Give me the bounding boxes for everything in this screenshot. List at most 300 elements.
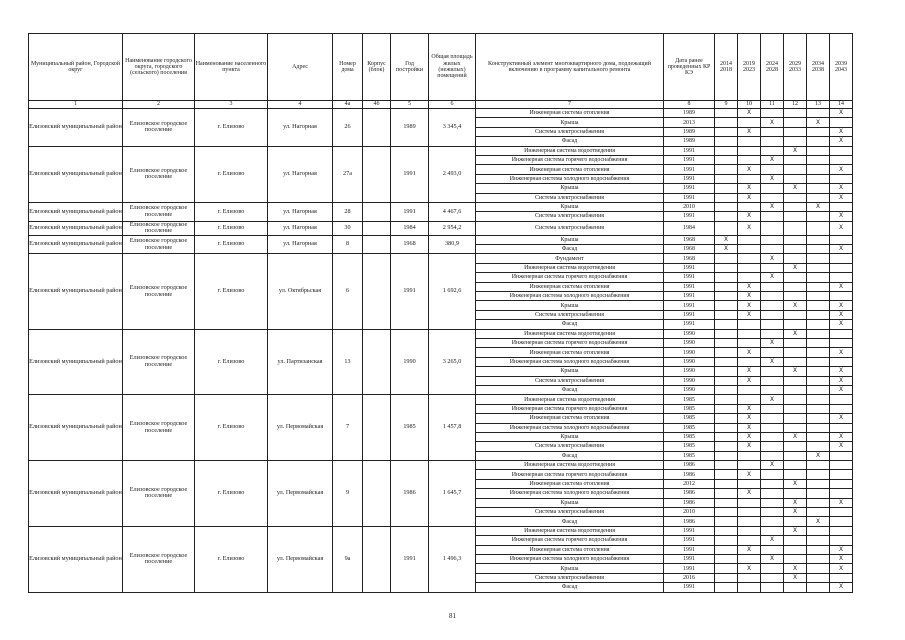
period-mark-cell — [784, 376, 807, 385]
area-cell: 3 265,0 — [429, 329, 476, 395]
element-name-cell: Инженерная система горячего водоснабжения — [476, 338, 664, 347]
header-period: 2019 2023 — [738, 34, 761, 101]
last-repair-cell: 1991 — [664, 273, 715, 282]
last-repair-cell: 1968 — [664, 254, 715, 263]
area-cell: 1 692,6 — [429, 254, 476, 329]
settlement-cell: Елизовское городское поселение — [123, 254, 195, 329]
last-repair-cell: 1991 — [664, 174, 715, 183]
period-mark-cell: X — [761, 118, 784, 127]
settlement-cell: Елизовское городское поселение — [123, 146, 195, 202]
period-mark-cell — [761, 451, 784, 460]
street-cell: ул. Первомайская — [268, 526, 333, 592]
municipality-cell: Елизовский муниципальный район — [29, 235, 123, 254]
area-cell: 380,9 — [429, 235, 476, 254]
element-name-cell: Инженерная система горячего водоснабжения — [476, 155, 664, 164]
header-period: 2014 2018 — [715, 34, 738, 101]
period-mark-cell — [738, 245, 761, 254]
period-mark-cell — [715, 583, 738, 592]
last-repair-cell: 1986 — [664, 470, 715, 479]
period-mark-cell: X — [830, 432, 853, 441]
period-mark-cell — [761, 320, 784, 329]
last-repair-cell: 1991 — [664, 536, 715, 545]
period-mark-cell — [761, 310, 784, 319]
municipality-cell: Елизовский муниципальный район — [29, 395, 123, 461]
header-area: Общая площадь жилых (нежилых) помещений — [429, 34, 476, 101]
period-mark-cell — [715, 109, 738, 118]
period-mark-cell — [761, 498, 784, 507]
period-mark-cell: X — [784, 146, 807, 155]
element-name-cell: Фасад — [476, 517, 664, 526]
period-mark-cell: X — [738, 301, 761, 310]
period-mark-cell — [784, 137, 807, 146]
period-mark-cell — [830, 470, 853, 479]
element-name-cell: Крыша — [476, 301, 664, 310]
table-row — [29, 146, 853, 155]
period-mark-cell — [807, 367, 830, 376]
last-repair-cell: 1990 — [664, 376, 715, 385]
period-mark-cell — [738, 451, 761, 460]
period-mark-cell: X — [830, 193, 853, 202]
element-name-cell: Инженерная система горячего водоснабжения — [476, 470, 664, 479]
house-number-cell: 7 — [333, 395, 363, 461]
column-index: 4 — [268, 101, 333, 109]
period-mark-cell — [784, 338, 807, 347]
period-mark-cell — [784, 320, 807, 329]
period-mark-cell — [738, 254, 761, 263]
period-mark-cell — [738, 498, 761, 507]
period-mark-cell — [738, 155, 761, 164]
last-repair-cell: 1985 — [664, 423, 715, 432]
street-cell: ул. Первомайская — [268, 395, 333, 461]
header-period: 2034 2038 — [807, 34, 830, 101]
period-mark-cell: X — [761, 395, 784, 404]
period-mark-cell — [784, 536, 807, 545]
period-mark-cell: X — [738, 282, 761, 291]
locality-cell: г. Елизово — [195, 221, 268, 235]
last-repair-cell: 1991 — [664, 146, 715, 155]
period-mark-cell: X — [830, 583, 853, 592]
house-number-cell: 27а — [333, 146, 363, 202]
period-mark-cell — [738, 137, 761, 146]
period-mark-cell — [715, 137, 738, 146]
period-mark-cell — [784, 395, 807, 404]
period-mark-cell — [830, 517, 853, 526]
element-name-cell: Крыша — [476, 184, 664, 193]
period-mark-cell — [807, 235, 830, 244]
locality-cell: г. Елизово — [195, 202, 268, 221]
municipality-cell: Елизовский муниципальный район — [29, 109, 123, 147]
settlement-cell: Елизовское городское поселение — [123, 526, 195, 592]
period-mark-cell: X — [830, 498, 853, 507]
area-cell: 1 496,3 — [429, 526, 476, 592]
period-mark-cell: X — [830, 109, 853, 118]
period-mark-cell — [784, 292, 807, 301]
period-mark-cell — [830, 235, 853, 244]
period-mark-cell — [784, 461, 807, 470]
column-index: 12 — [784, 101, 807, 109]
period-mark-cell — [830, 404, 853, 413]
settlement-cell: Елизовское городское поселение — [123, 395, 195, 461]
period-mark-cell — [715, 554, 738, 563]
period-mark-cell — [715, 414, 738, 423]
header-last-repair: Дата ранее проведенных КР КЭ — [664, 34, 715, 101]
element-name-cell: Фасад — [476, 245, 664, 254]
period-mark-cell — [761, 109, 784, 118]
period-mark-cell — [761, 573, 784, 582]
period-mark-cell — [738, 461, 761, 470]
period-mark-cell: X — [715, 235, 738, 244]
municipality-cell: Елизовский муниципальный район — [29, 202, 123, 221]
element-name-cell: Система электроснабжения — [476, 193, 664, 202]
period-mark-cell — [715, 545, 738, 554]
element-name-cell: Система электроснабжения — [476, 442, 664, 451]
period-mark-cell — [807, 348, 830, 357]
period-mark-cell — [738, 118, 761, 127]
last-repair-cell: 1990 — [664, 385, 715, 394]
period-mark-cell — [830, 508, 853, 517]
house-number-cell: 9а — [333, 526, 363, 592]
period-mark-cell — [784, 470, 807, 479]
period-mark-cell — [807, 155, 830, 164]
period-mark-cell: X — [738, 165, 761, 174]
period-mark-cell — [807, 395, 830, 404]
period-mark-cell: X — [784, 526, 807, 535]
year-built-cell: 1985 — [391, 395, 429, 461]
period-mark-cell — [807, 310, 830, 319]
block-cell — [363, 235, 391, 254]
last-repair-cell: 1985 — [664, 404, 715, 413]
header-address: Адрес — [268, 34, 333, 101]
period-mark-cell: X — [784, 573, 807, 582]
period-mark-cell — [761, 301, 784, 310]
period-mark-cell — [761, 146, 784, 155]
locality-cell: г. Елизово — [195, 235, 268, 254]
element-name-cell: Фасад — [476, 137, 664, 146]
period-mark-cell — [761, 221, 784, 235]
block-cell — [363, 109, 391, 147]
period-mark-cell — [761, 385, 784, 394]
last-repair-cell: 1991 — [664, 184, 715, 193]
period-mark-cell — [738, 329, 761, 338]
period-mark-cell — [830, 202, 853, 211]
period-mark-cell: X — [738, 193, 761, 202]
period-mark-cell — [830, 155, 853, 164]
period-mark-cell — [784, 165, 807, 174]
header-locality: Наименование населенного пункта — [195, 34, 268, 101]
element-name-cell: Инженерная система горячего водоснабжения — [476, 536, 664, 545]
period-mark-cell — [738, 320, 761, 329]
municipality-cell: Елизовский муниципальный район — [29, 221, 123, 235]
period-mark-cell: X — [830, 545, 853, 554]
element-name-cell: Фасад — [476, 583, 664, 592]
period-mark-cell — [738, 263, 761, 272]
period-mark-cell: X — [761, 338, 784, 347]
element-name-cell: Инженерная система водоотведения — [476, 263, 664, 272]
period-mark-cell — [784, 174, 807, 183]
municipality-cell: Елизовский муниципальный район — [29, 526, 123, 592]
locality-cell: г. Елизово — [195, 526, 268, 592]
period-mark-cell — [830, 329, 853, 338]
house-number-cell: 30 — [333, 221, 363, 235]
period-mark-cell — [807, 583, 830, 592]
period-mark-cell — [807, 423, 830, 432]
period-mark-cell — [715, 564, 738, 573]
column-index: 7 — [476, 101, 664, 109]
header-settlement: Наименование городского округа, городского (сельского) поселения — [123, 34, 195, 101]
year-built-cell: 1984 — [391, 221, 429, 235]
period-mark-cell — [807, 174, 830, 183]
locality-cell: г. Елизово — [195, 146, 268, 202]
column-index: 11 — [761, 101, 784, 109]
table-row — [29, 254, 853, 263]
element-name-cell: Инженерная система водоотведения — [476, 461, 664, 470]
period-mark-cell — [830, 461, 853, 470]
period-mark-cell — [761, 367, 784, 376]
period-mark-cell: X — [784, 367, 807, 376]
table-row — [29, 235, 853, 244]
period-mark-cell — [807, 320, 830, 329]
period-mark-cell: X — [738, 310, 761, 319]
period-mark-cell — [761, 508, 784, 517]
header-house-number: Номер дома — [333, 34, 363, 101]
element-name-cell: Крыша — [476, 432, 664, 441]
last-repair-cell: 2010 — [664, 508, 715, 517]
table-body — [29, 101, 853, 593]
period-mark-cell — [784, 404, 807, 413]
period-mark-cell — [715, 470, 738, 479]
street-cell: ул. Нагорная — [268, 235, 333, 254]
house-number-cell: 9 — [333, 461, 363, 527]
period-mark-cell — [784, 109, 807, 118]
period-mark-cell: X — [784, 301, 807, 310]
period-mark-cell — [715, 165, 738, 174]
period-mark-cell — [784, 193, 807, 202]
header-row — [29, 34, 853, 101]
last-repair-cell: 1989 — [664, 127, 715, 136]
last-repair-cell: 1990 — [664, 357, 715, 366]
period-mark-cell — [715, 498, 738, 507]
period-mark-cell — [830, 357, 853, 366]
period-mark-cell — [715, 385, 738, 394]
block-cell — [363, 395, 391, 461]
block-cell — [363, 461, 391, 527]
period-mark-cell: X — [784, 184, 807, 193]
period-mark-cell — [715, 348, 738, 357]
locality-cell: г. Елизово — [195, 395, 268, 461]
period-mark-cell — [715, 461, 738, 470]
last-repair-cell: 1991 — [664, 545, 715, 554]
last-repair-cell: 1990 — [664, 348, 715, 357]
period-mark-cell — [830, 451, 853, 460]
last-repair-cell: 1991 — [664, 564, 715, 573]
period-mark-cell: X — [761, 554, 784, 563]
year-built-cell: 1991 — [391, 254, 429, 329]
period-mark-cell: X — [738, 489, 761, 498]
period-mark-cell — [738, 479, 761, 488]
period-mark-cell — [807, 273, 830, 282]
settlement-cell: Елизовское городское поселение — [123, 235, 195, 254]
period-mark-cell: X — [761, 174, 784, 183]
element-name-cell: Инженерная система холодного водоснабжения — [476, 357, 664, 366]
header-year-built: Год постройки — [391, 34, 429, 101]
element-name-cell: Инженерная система холодного водоснабжения — [476, 554, 664, 563]
element-name-cell: Фасад — [476, 385, 664, 394]
period-mark-cell: X — [784, 329, 807, 338]
period-mark-cell — [761, 329, 784, 338]
period-mark-cell — [807, 470, 830, 479]
area-cell: 1 645,7 — [429, 461, 476, 527]
last-repair-cell: 1991 — [664, 583, 715, 592]
element-name-cell: Инженерная система отопления — [476, 414, 664, 423]
period-mark-cell: X — [807, 202, 830, 211]
period-mark-cell — [738, 517, 761, 526]
element-name-cell: Крыша — [476, 235, 664, 244]
element-name-cell: Инженерная система отопления — [476, 109, 664, 118]
street-cell: ул. Нагорная — [268, 202, 333, 221]
period-mark-cell — [784, 554, 807, 563]
period-mark-cell: X — [830, 127, 853, 136]
area-cell: 4 467,6 — [429, 202, 476, 221]
last-repair-cell: 1991 — [664, 282, 715, 291]
period-mark-cell — [807, 221, 830, 235]
period-mark-cell — [807, 165, 830, 174]
element-name-cell: Фасад — [476, 320, 664, 329]
period-mark-cell: X — [830, 310, 853, 319]
period-mark-cell: X — [761, 461, 784, 470]
element-name-cell: Крыша — [476, 202, 664, 211]
column-index: 6 — [429, 101, 476, 109]
period-mark-cell: X — [830, 245, 853, 254]
period-mark-cell — [807, 184, 830, 193]
last-repair-cell: 1991 — [664, 554, 715, 563]
period-mark-cell: X — [830, 564, 853, 573]
last-repair-cell: 1986 — [664, 489, 715, 498]
street-cell: ул. Нагорная — [268, 109, 333, 147]
period-mark-cell — [784, 385, 807, 394]
house-number-cell: 6 — [333, 254, 363, 329]
period-mark-cell — [715, 273, 738, 282]
period-mark-cell — [715, 202, 738, 211]
period-mark-cell — [807, 479, 830, 488]
period-mark-cell — [784, 202, 807, 211]
period-mark-cell — [715, 292, 738, 301]
period-mark-cell — [807, 338, 830, 347]
table-row — [29, 202, 853, 211]
period-mark-cell — [715, 395, 738, 404]
period-mark-cell — [784, 254, 807, 263]
element-name-cell: Инженерная система водоотведения — [476, 395, 664, 404]
period-mark-cell: X — [738, 414, 761, 423]
period-mark-cell — [761, 489, 784, 498]
last-repair-cell: 2013 — [664, 118, 715, 127]
period-mark-cell: X — [784, 508, 807, 517]
element-name-cell: Инженерная система отопления — [476, 282, 664, 291]
year-built-cell: 1986 — [391, 461, 429, 527]
block-cell — [363, 221, 391, 235]
period-mark-cell: X — [738, 442, 761, 451]
period-mark-cell — [807, 414, 830, 423]
period-mark-cell: X — [761, 357, 784, 366]
last-repair-cell: 1991 — [664, 212, 715, 221]
element-name-cell: Инженерная система отопления — [476, 165, 664, 174]
house-number-cell: 8 — [333, 235, 363, 254]
period-mark-cell — [738, 146, 761, 155]
period-mark-cell — [738, 395, 761, 404]
last-repair-cell: 1991 — [664, 292, 715, 301]
period-mark-cell: X — [784, 564, 807, 573]
period-mark-cell — [807, 489, 830, 498]
period-mark-cell — [738, 508, 761, 517]
period-mark-cell — [715, 282, 738, 291]
last-repair-cell: 1985 — [664, 414, 715, 423]
period-mark-cell — [738, 202, 761, 211]
period-mark-cell — [715, 329, 738, 338]
table-row — [29, 526, 853, 535]
period-mark-cell — [738, 536, 761, 545]
locality-cell: г. Елизово — [195, 254, 268, 329]
period-mark-cell — [784, 517, 807, 526]
period-mark-cell: X — [738, 432, 761, 441]
last-repair-cell: 1985 — [664, 451, 715, 460]
street-cell: ул. Нагорная — [268, 146, 333, 202]
column-index: 4а — [333, 101, 363, 109]
locality-cell: г. Елизово — [195, 329, 268, 395]
locality-cell: г. Елизово — [195, 109, 268, 147]
area-cell: 2 493,0 — [429, 146, 476, 202]
block-cell — [363, 202, 391, 221]
period-mark-cell — [807, 245, 830, 254]
period-mark-cell — [761, 442, 784, 451]
period-mark-cell: X — [830, 165, 853, 174]
period-mark-cell — [830, 254, 853, 263]
last-repair-cell: 1984 — [664, 221, 715, 235]
period-mark-cell — [715, 489, 738, 498]
period-mark-cell — [807, 498, 830, 507]
period-mark-cell — [830, 573, 853, 582]
period-mark-cell — [761, 583, 784, 592]
period-mark-cell — [830, 118, 853, 127]
period-mark-cell — [761, 517, 784, 526]
column-index: 13 — [807, 101, 830, 109]
period-mark-cell — [807, 376, 830, 385]
period-mark-cell: X — [738, 376, 761, 385]
table-header — [29, 34, 853, 101]
period-mark-cell — [807, 536, 830, 545]
column-index: 3 — [195, 101, 268, 109]
period-mark-cell: X — [761, 273, 784, 282]
block-cell — [363, 526, 391, 592]
period-mark-cell — [807, 282, 830, 291]
period-mark-cell — [715, 118, 738, 127]
period-mark-cell — [807, 545, 830, 554]
period-mark-cell — [830, 338, 853, 347]
period-mark-cell — [830, 395, 853, 404]
period-mark-cell: X — [761, 202, 784, 211]
period-mark-cell — [784, 235, 807, 244]
period-mark-cell: X — [761, 155, 784, 164]
last-repair-cell: 1991 — [664, 165, 715, 174]
street-cell: ул. Первомайская — [268, 461, 333, 527]
period-mark-cell — [715, 263, 738, 272]
period-mark-cell — [715, 338, 738, 347]
column-index: 14 — [830, 101, 853, 109]
period-mark-cell — [784, 489, 807, 498]
period-mark-cell — [715, 221, 738, 235]
period-mark-cell — [715, 127, 738, 136]
last-repair-cell: 1991 — [664, 155, 715, 164]
period-mark-cell — [715, 146, 738, 155]
house-number-cell: 13 — [333, 329, 363, 395]
